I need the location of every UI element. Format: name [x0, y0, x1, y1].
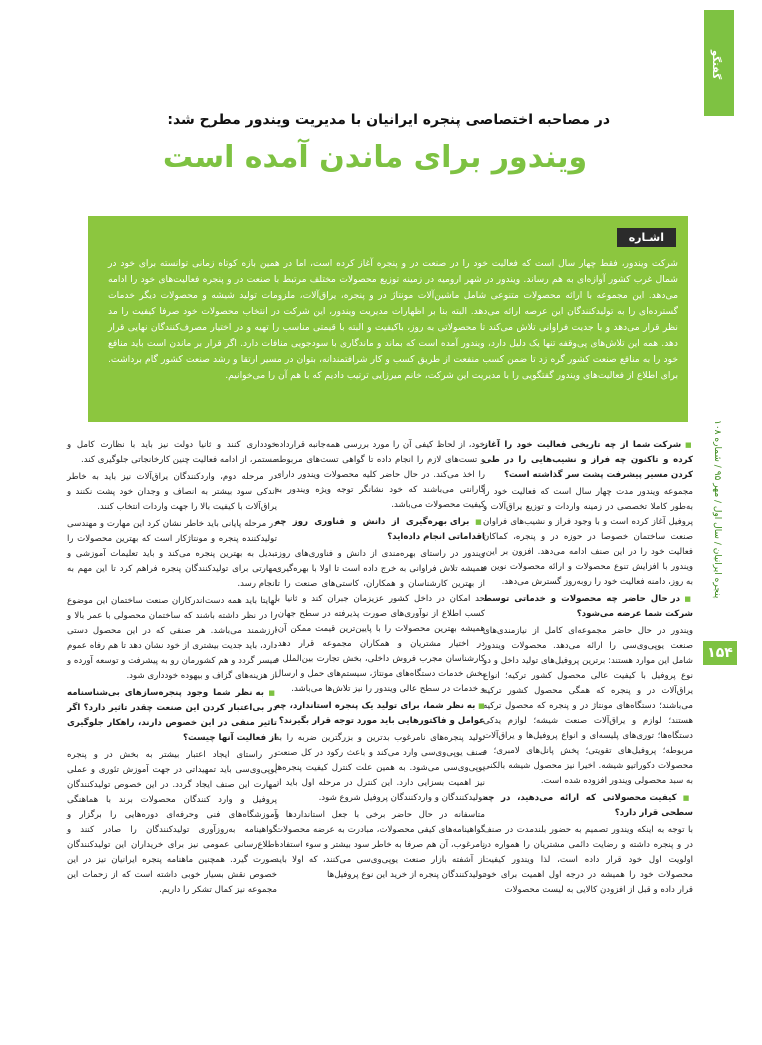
magazine-strip-text: پنجره ایرانیان / سال اول / مهر ۹۵ / شماره ۱۰۸	[712, 420, 722, 599]
answer-paragraph: ویندور در حال حاضر مجموعه‌ای کامل از نیازمندی‌های صنعت یوپی‌وی‌سی را ارائه می‌دهد. محصولات ویندور شامل این موارد هستند: برترین پروفیل‌های تولید داخل و دو نوع پروفیل با کیفیت عالی محصول کشور ترکیه؛ انواع یراق‌آلات در و پنجره که همگی محصول کشور ترکیه می‌باشند؛ دستگاه‌های مونتاژ در و پنجره که محصول ترکیه هستند؛ لوازم و یراق‌آلات صنعت شیشه؛ لوازم یدکی دستگاه‌ها؛ توری‌های پلیسه‌ای و انواع پروفیل‌ها و یراق‌آلات مربوطه؛ پروفیل‌های تقویتی؛ پخش پانل‌های لامبری؛ و محصولات دکوراتیو شیشه. اخیرا نیز محصول شیشه بالکنی به سبد محصولی ویندور افزوده شده است.	[483, 626, 693, 786]
magazine-strip	[704, 410, 734, 630]
answer-paragraph: با توجه به اینکه ویندور تصمیم به حضور بلندمدت در صنف در و پنجره داشته و رضایت دائمی مشتریان را همواره در اولویت اول خود قرار داده است، لذا ویندور کیفیت محصولات خود را همیشه در درجه اول اهمیت برای خود قرار داده و قبل از افزودن کالایی به لیست محصولات	[483, 825, 693, 895]
answer-paragraph: خود، از لحاظ کیفی آن را مورد بررسی همه‌جانبه قرارداده و تست‌های لازم را انجام داده تا گواهی تست‌های مربوطه را اخذ می‌کند. در حال حاضر کلیه محصولات ویندور دارای گارانتی می‌باشند که خود نشانگر توجه ویژه ویندور به کیفیت محصولات می‌باشد.	[275, 440, 485, 510]
answer-paragraph: در مرحله دوم، واردکنندگان یراق‌آلات نیز باید به خاطر اندکی سود بیشتر به انصاف و وجدان خود پشت نکنند و یراق‌آلات با کیفیت بالا را جهت واردات انتخاب کنند.	[67, 472, 277, 512]
answer-paragraph: متاسفانه در حال حاضر برخی با جعل استانداردها و گواهینامه‌های کیفی محصولات، مبادرت به عرضه محصولات نامرغوب، آن هم صرفا به خاطر سود بیشتر و سوء استفاده از آشفته بازار صنعت یوپی‌وی‌سی می‌کنند، که اولا باید تولیدکنندگان پنجره از خرید این نوع پروفیل‌ها	[275, 810, 485, 880]
supertitle: در مصاحبه اختصاصی پنجره ایرانیان با مدیریت ویندور مطرح شد:	[167, 112, 610, 128]
answer-paragraph: ویندور در راستای بهره‌مندی از دانش و فناوری‌های روز، همیشه تلاش فراوانی به خرج داده است تا اولا با بهره‌گیری از بهترین کارشناسان و همکاران، کاستی‌های صنعت را تا حد امکان در داخل کشور عزیزمان جبران کند و ثانیا با کسب اطلاع از نوآوری‌های صورت پذیرفته در سطح جهان، همیشه بهترین محصولات را با پایین‌ترین قیمت ممکن آن، در اختیار مشتریان و همکاران مجموعه قرار دهد. کارشناسان مجرب فروش داخلی، بخش تجارت بین‌الملل و بخش خدمات دستگاه‌های مونتاژ، سیستم‌های حمل و ارسال و خدمات در سطح عالی ویندور را نیز تلاش‌ها می‌باشد.	[275, 549, 485, 694]
answer-paragraph: نهایتا باید همه دست‌اندرکاران صنعت ساختمان این موضوع را در نظر داشته باشند که ساختمان محصولی با عمر بالا و ارزشمند می‌باشد. هر صنفی که در این محصول دستی دارد، باید جدیت بیشتری از خود نشان دهد تا هم رفاه عموم میسر گردد و هم کشورمان رو به پیشرفت و توسعه آورده و از هزینه‌های گزاف و بیهوده خودداری شود.	[67, 596, 277, 681]
question-paragraph: ■ شرکت شما از چه تاریخی فعالیت خود را آغاز کرده و تاکنون چه فراز و نشیب‌هایی را در طی کردن مسیر پیشرفت پشت سر گذاشته است؟	[483, 438, 693, 483]
column-right	[483, 438, 693, 900]
answer-paragraph: خودداری کنند و ثانیا دولت نیز باید با نظارت کامل و مستمر، از ادامه فعالیت چنین کارخانجاتی جلوگیری کند.	[67, 440, 277, 465]
page-number: ۱۵۴	[703, 641, 737, 665]
question-paragraph: ■ به نظر شما، برای تولید یک پنجره استاندارد، چه عوامل و فاکتورهایی باید مورد توجه قرار بگیرند؟	[275, 699, 485, 729]
question-paragraph: ■ به نظر شما وجود پنجره‌سازهای بی‌شناسنامه در بی‌اعتبار کردن این صنعت چقدر تاثیر دارد؟ اگر تاثیر منفی در این خصوص دارند، راهکار جلوگیری از فعالیت آنها چیست؟	[67, 686, 277, 746]
question-paragraph: ■ برای بهره‌گیری از دانش و فناوری روز چه اقداماتی انجام داده‌اید؟	[275, 515, 485, 545]
abstract-text: شرکت ویندور، فقط چهار سال است که فعالیت خود را در صنعت در و پنجره آغاز کرده است، اما در همین بازه کوتاه زمانی توانسته برای خود در شمال غرب کشور آوازه‌ای به هم رساند. ویندور در شهر ارومیه در زمینه توزیع محصولات مختلف مرتبط با صنعت در و پنجره فعالیت‌های خود را ادامه می‌دهد. این مجموعه با ارائه محصولات متنوعی شامل ماشین‌آلات مونتاژ در و پنجره، یراق‌آلات، ملزومات تولید شیشه و محصولات دیگر خدمات گسترده‌ای را به تولیدکنندگان این عرصه ارائه می‌دهد. البته بنا بر اظهارات مدیریت ویندور، این شرکت در انتخاب محصولات خود صرفا کیفیت را مد نظر قرار می‌دهد و با جدیت فراوانی تلاش می‌کند تا محصولاتی به روز، باکیفیت و البته با قیمتی مناسب را تهیه و در اختیار مصرف‌کنندگان نهایی قرار دهد. همه این تلاش‌های پی‌وقفه تنها یک دلیل دارد، ویندور آمده است که بماند و ماندگاری با سودجویی منافات دارد. اگر قرار بر ماندن است باید منافع خود را به منافع صنعت کشور گره زد تا ضمن کسب منفعت از طریق کسب و کار شرافتمندانه، بتوان در مسیر ارتقا و رشد صنعت کشور گام برداشت. برای اطلاع از فعالیت‌های ویندور گفتگویی را با مدیریت این شرکت، خانم میرزایی ترتیب دادیم که با هم آن را می‌خوانیم.	[108, 258, 678, 381]
article-title: ویندور برای ماندن آمده است	[162, 140, 588, 175]
question-paragraph: ■ کیفیت محصولاتی که ارائه می‌دهید، در چه سطحی قرار دارد؟	[483, 791, 693, 821]
abstract-box	[88, 216, 688, 422]
abstract-label: اشـاره	[617, 228, 676, 247]
answer-paragraph: در راستای ایجاد اعتبار بیشتر به بخش در و پنجره یوپی‌وی‌سی باید تمهیداتی در جهت آموزش تئوری و عملی مهارت این صنف ایجاد گردد. در این خصوص تولیدکنندگان پروفیل و وارد کنندگان محصولات برند با هماهنگی آموزشگاه‌های فنی وحرفه‌ای دوره‌هایی را برگزار و گواهینامه به‌روزآوری تولیدکنندگان را صادر کنند و اطلاع‌رسانی عمومی نیز برای خریداران این تولیدکنندگان صورت گیرد. همچنین ماهنامه پنجره ایرانیان نیز در این خصوص نقش بسیار خوبی داشته است که از زحمات این مجموعه نیز کمال تشکر را داریم.	[67, 750, 277, 895]
answer-paragraph: مجموعه ویندور مدت چهار سال است که فعالیت خود را به‌طور کاملا تخصصی در زمینه واردات و توزیع یراق‌آلات و پروفیل آغاز کرده است و با وجود فراز و نشیب‌های فراوان صنعت ساختمان خصوصا در حوزه در و پنجره، کماکان فعالیت خود را در این صنف ادامه می‌دهد. افزون بر این، ویندور با افزایش تنوع محصولات و ارائه محصولات نوین و به روز، دامنه فعالیت خود را روبه‌روز گسترش می‌دهد.	[483, 487, 693, 587]
section-tab-label: گفتگو	[710, 50, 721, 80]
section-tab	[704, 10, 734, 116]
answer-paragraph: در مرحله پایانی باید خاطر نشان کرد این مهارت و مهندسی تولیدکننده پنجره و مونتاژکار است که بهترین محصولات را تبدیل به بهترین پنجره می‌کند و باید تعلیمات آموزشی و مهارتی برای تولیدکنندگان پنجره فراهم کرد تا این مهم به انجام رسد.	[67, 519, 277, 589]
question-paragraph: ■ در حال حاضر چه محصولات و خدماتی توسط شرکت شما عرضه می‌شود؟	[483, 592, 693, 622]
column-middle	[275, 438, 485, 885]
column-left	[67, 438, 277, 900]
answer-paragraph: تولید پنجره‌های نامرغوب بدترین و بزرگترین ضربه را به صنف یوپی‌وی‌سی وارد می‌کند و باعث رکود در کل صنعت یوپی‌وی‌سی می‌شود. به همین علت کنترل کیفیت پنجره‌ها نیز اهمیت بسزایی دارد. این کنترل در مرحله اول باید از تولیدکنندگان و واردکنندگان پروفیل شروع شود.	[275, 733, 485, 803]
